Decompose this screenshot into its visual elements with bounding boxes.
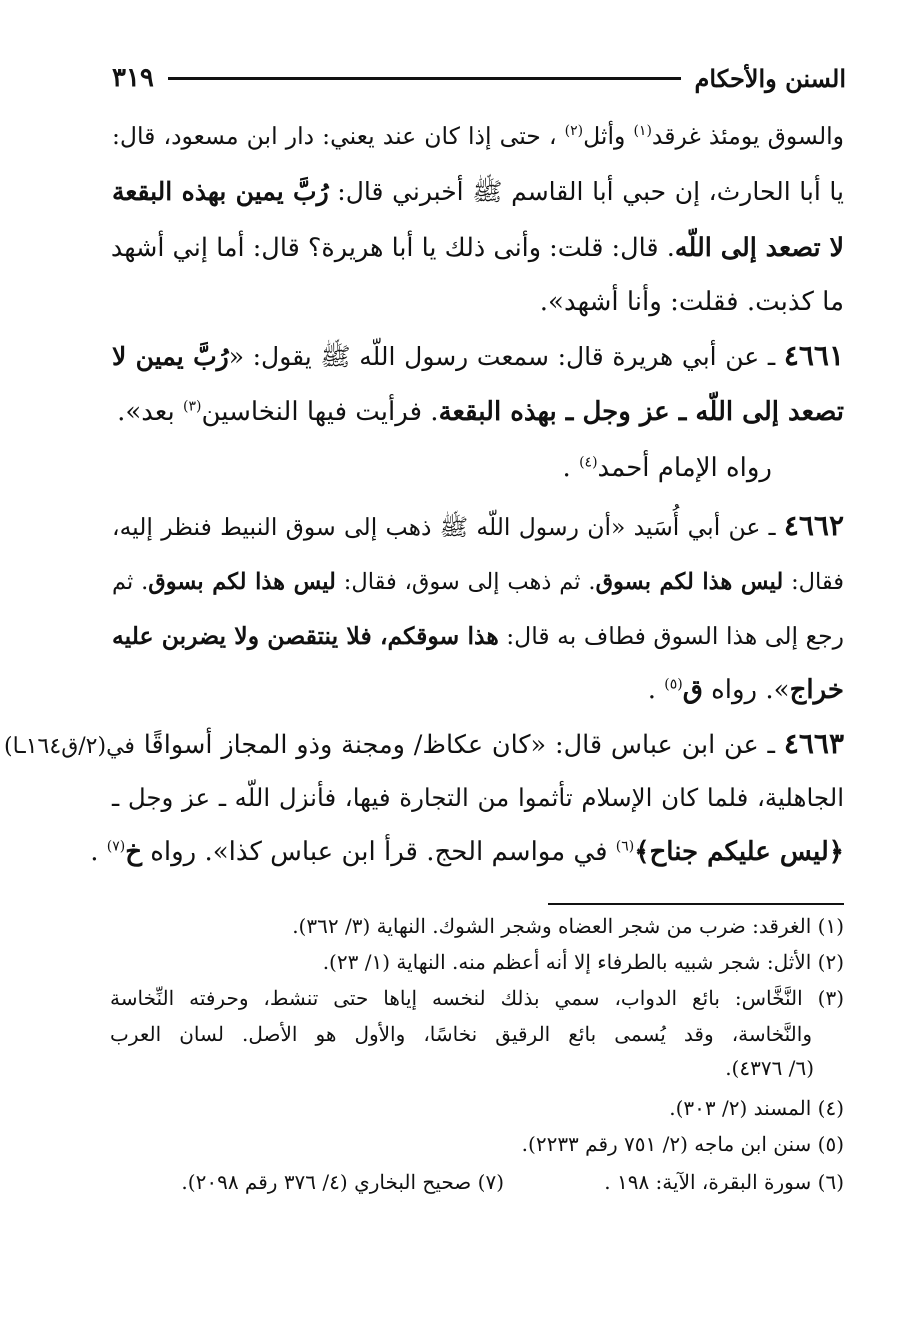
footnote-separator [548,903,844,905]
footnote-ref: (١) [633,123,652,140]
page-number: ٣١٩ [112,63,154,93]
text-span: ما كذبت. فقلت: وأنا أشهد». [539,287,844,317]
footnote-ref: (٣) [182,398,202,415]
bold-text: هذا سوقكم، فلا ينتقصن ولا يضربن عليه [112,622,499,650]
footnote-3-line: والنَّخاسة، وقد يُسمى بائع الرقيق نخاسًا، والأول هو الأصل. لسان العرب [110,1022,812,1046]
footnote-7: (٧) صحيح البخاري (٤/ ٣٧٦ رقم ٢٠٩٨). [181,1170,504,1194]
text-line [112,172,844,212]
text-span: . [90,837,107,867]
bold-text: ليس هذا لكم بسوق [148,569,336,595]
hadith-number: ٤٦٦٣ [783,727,844,760]
footnote-4: (٤) المسند (٢/ ٣٠٣). [669,1096,844,1120]
bold-text: لا تصعد إلى اللّه [674,233,844,263]
text-span: . فرأيت فيها النخاسين [201,397,439,427]
hadith-number: ٤٦٦٢ [783,509,844,542]
bold-text: رُبَّ يمين بهذه البقعة [112,177,329,206]
text-line [112,228,844,268]
bold-text: رُبَّ يمين لا [112,342,229,371]
hadith-4663-line [4,724,844,764]
header-rule [168,77,681,80]
footnote-ref: (٦) [615,838,635,855]
text-span: . ثم ذهب إلى سوق، فقال: [335,569,596,595]
text-span: يا أبا الحارث، إن حبي أبا القاسم ﷺ أخبرني قال: [328,177,844,206]
text-span: في مواسم الحج. قرأ ابن عباس كذا». رواه [142,837,616,867]
manuscript-ref: في(٢/ق١٦٤ـا) [4,734,135,759]
text-span: رجع إلى هذا السوق فطاف به قال: [498,622,844,650]
footnote-2: (٢) الأثل: شجر شبيه بالطرفاء إلا أنه أعظم منه. النهاية (١/ ٢٣). [322,950,844,974]
text-span: ـ عن أبي أُسَيد «أن رسول اللّه ﷺ ذهب إلى سوق النبيط فنظر إليه، [112,513,784,541]
quran-quote: ﴿ليس عليكم جناح﴾ [634,837,844,867]
footnote-6: (٦) سورة البقرة، الآية: ١٩٨ . [604,1170,844,1194]
text-span: ، حتى إذا كان عند يعني: دار ابن مسعود، قال: [112,122,565,150]
footnote-ref: (٧) [106,838,126,855]
footnote-1: (١) الغرقد: ضرب من شجر العضاه وشجر الشوك. النهاية (٣/ ٣٦٢). [292,914,844,938]
text-line [563,448,772,488]
text-line [117,392,844,432]
text-span: رواه الإمام أحمد [597,453,772,483]
text-span: . ثم [112,569,149,595]
hadith-number: ٤٦٦١ [783,339,844,372]
text-line [112,616,844,656]
text-span: ـ عن أبي هريرة قال: سمعت رسول اللّه ﷺ يقول: « [228,342,784,371]
text-span: . قال: قلت: وأنى ذلك يا أبا هريرة؟ قال: أما إني أشهد [110,233,675,263]
text-line [112,116,844,156]
text-line [648,670,844,710]
footnote-ref: (٢) [564,123,584,140]
text-span: . [647,675,665,705]
text-line [540,282,844,322]
text-span: ». رواه [702,675,790,705]
text-span: الجاهلية، فلما كان الإسلام تأثموا من التجارة فيها، فأنزل اللّه ـ عز وجل ـ [112,783,844,812]
source-abbrev: ق [682,675,703,705]
page-title: السنن والأحكام [694,63,846,93]
bold-text: خراج [789,675,844,705]
footnote-3-line: (٣) النَّخَّاس: بائع الدواب، سمي بذلك لنخسه إياها حتى تنشط، وحرفته النِّخاسة [110,986,844,1010]
text-span: بعد». [117,397,183,427]
footnote-ref: (٥) [664,676,683,693]
text-span: والسوق يومئذ غرقد [651,122,845,150]
text-span: فقال: [783,569,844,595]
bold-text: تصعد إلى اللّه ـ عز وجل ـ بهذه البقعة [438,397,844,427]
text-line [90,832,844,872]
text-line [112,562,844,602]
bold-text: ليس هذا لكم بسوق [595,569,784,595]
footnote-ref: (٤) [579,454,598,471]
text-span: . [562,453,580,483]
hadith-4662-line [112,506,844,546]
hadith-4661-line [112,336,844,376]
text-span: وأثل [583,122,634,150]
source-abbrev: خ [125,837,142,867]
footnote-3-line: (٦/ ٤٣٧٦). [725,1056,814,1080]
page-header [112,58,846,98]
text-span: ـ عن ابن عباس قال: «كان عكاظ/ ومجنة وذو المجاز أسواقًا [134,730,784,760]
footnote-5: (٥) سنن ابن ماجه (٢/ ٧٥١ رقم ٢٢٣٣). [521,1132,844,1156]
text-line [112,778,844,818]
